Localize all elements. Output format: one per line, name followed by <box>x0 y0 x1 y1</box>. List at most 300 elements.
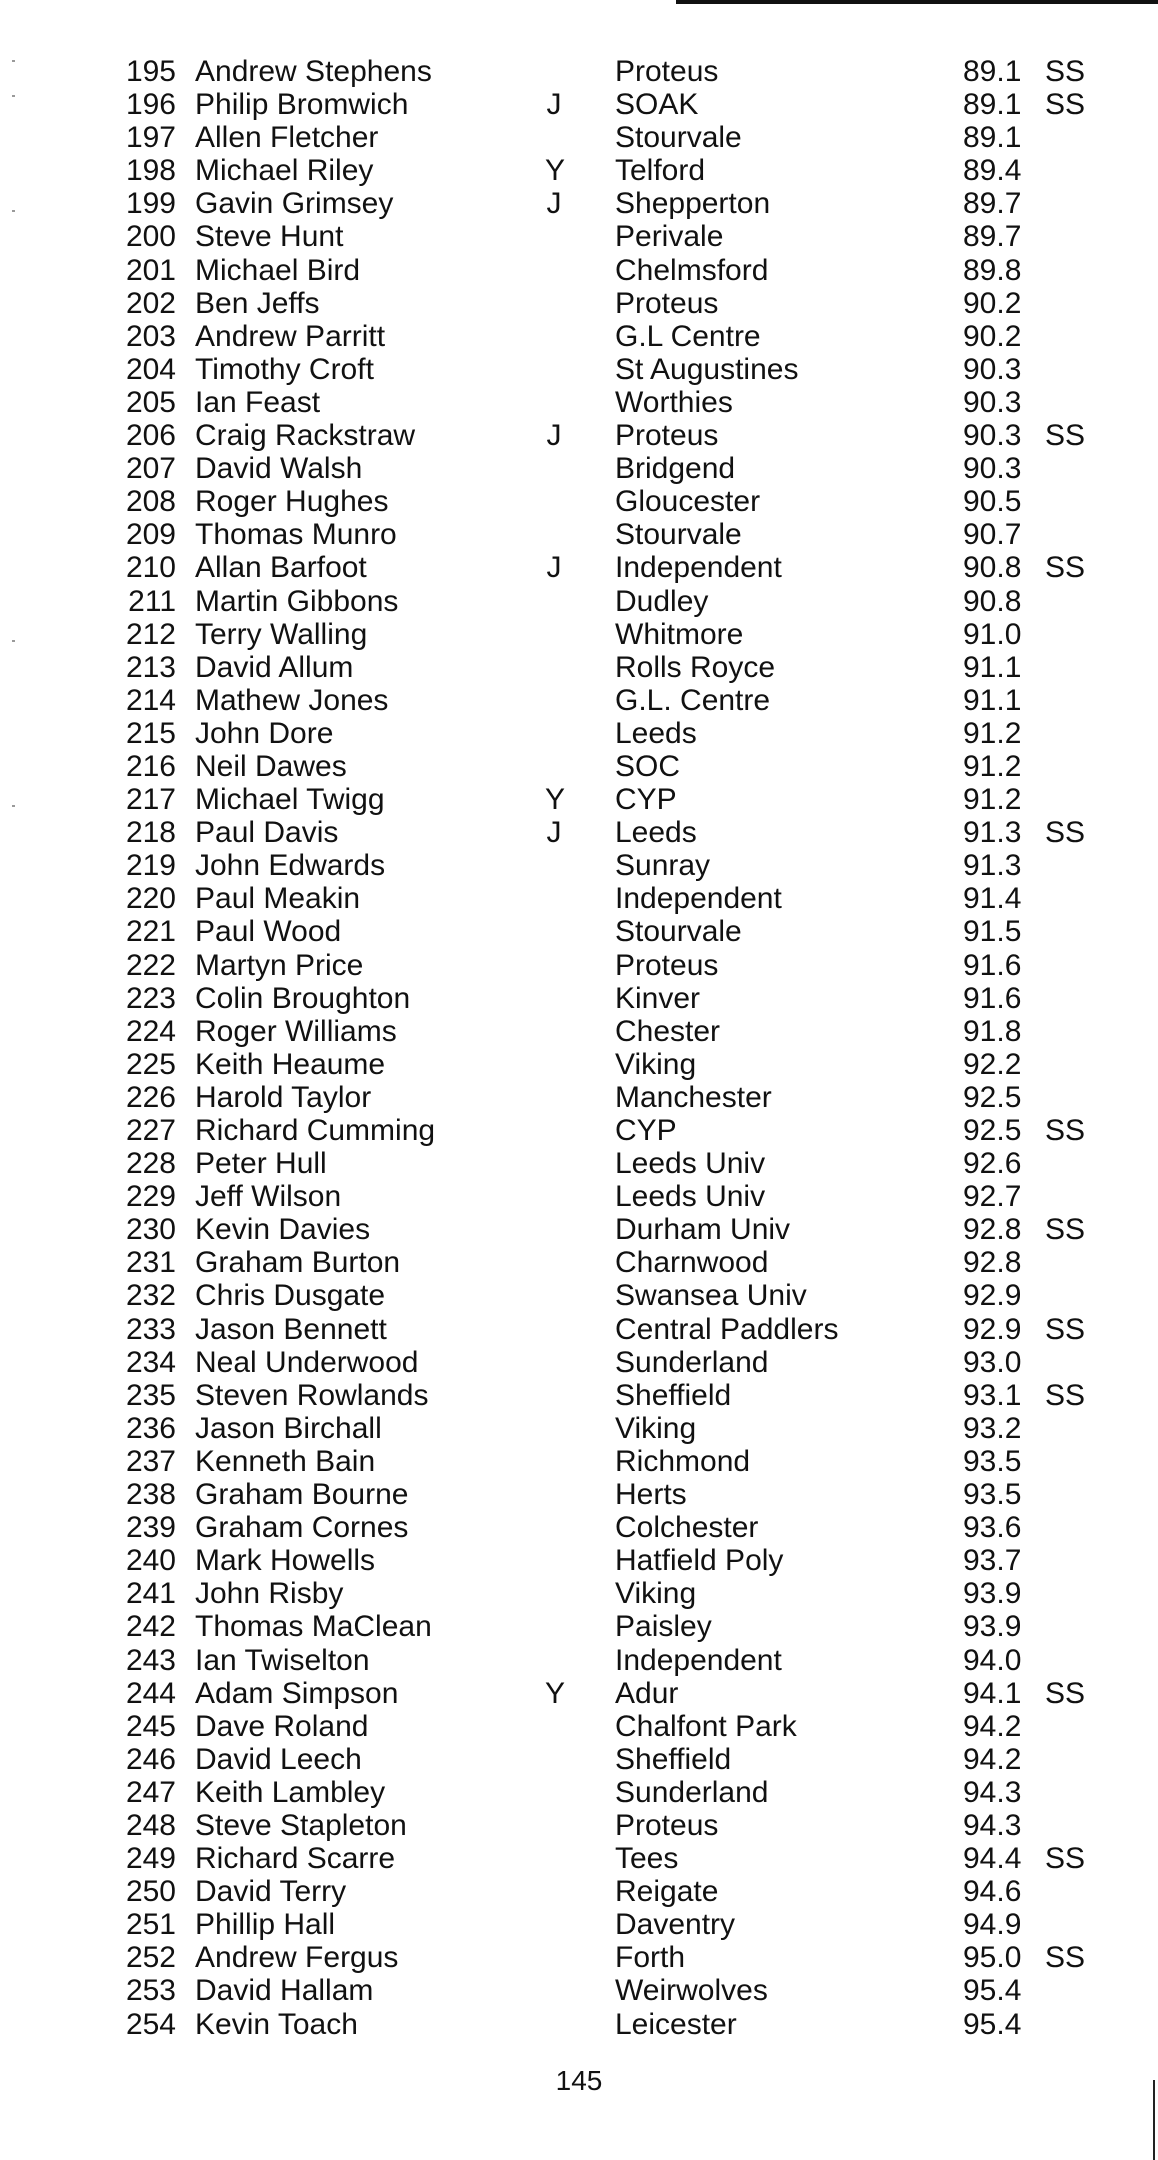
position-number: 248 <box>125 1808 176 1842</box>
time-value: 91.4 <box>963 882 1022 916</box>
result-row <box>0 949 1158 982</box>
competitor-name: Gavin Grimsey <box>195 187 394 221</box>
class-code: Y <box>545 783 566 817</box>
competitor-name: Graham Cornes <box>195 1511 409 1545</box>
time-value: 93.9 <box>963 1610 1022 1644</box>
club-name: Viking <box>615 1047 697 1081</box>
result-row <box>0 1544 1158 1577</box>
result-row <box>0 1974 1158 2007</box>
note-code: SS <box>1045 419 1086 453</box>
club-name: Forth <box>615 1941 686 1975</box>
position-number: 206 <box>125 419 176 453</box>
position-number: 195 <box>125 55 176 88</box>
class-code: J <box>546 816 562 850</box>
time-value: 94.3 <box>963 1775 1022 1809</box>
club-name: Sunderland <box>615 1775 769 1809</box>
club-name: Independent <box>615 882 782 916</box>
club-name: Leeds <box>615 716 697 750</box>
time-value: 94.1 <box>963 1676 1022 1710</box>
club-name: Hatfield Poly <box>615 1544 784 1578</box>
club-name: Stourvale <box>615 121 742 155</box>
time-value: 89.7 <box>963 187 1022 221</box>
competitor-name: Paul Wood <box>195 915 342 949</box>
time-value: 91.3 <box>963 849 1022 883</box>
time-value: 94.4 <box>963 1842 1022 1876</box>
club-name: Richmond <box>615 1444 751 1478</box>
position-number: 239 <box>125 1511 176 1545</box>
time-value: 90.8 <box>963 584 1022 618</box>
club-name: Dudley <box>615 584 709 618</box>
club-name: Central Paddlers <box>615 1312 839 1346</box>
time-value: 90.2 <box>963 286 1022 320</box>
time-value: 91.1 <box>963 683 1022 717</box>
time-value: 91.6 <box>963 948 1022 982</box>
result-row <box>0 1875 1158 1908</box>
competitor-name: John Edwards <box>195 849 386 883</box>
club-name: G.L. Centre <box>615 683 771 717</box>
time-value: 90.2 <box>963 319 1022 353</box>
position-number: 209 <box>125 518 176 552</box>
competitor-name: Mathew Jones <box>195 683 389 717</box>
time-value: 92.9 <box>963 1279 1022 1313</box>
position-number: 233 <box>125 1312 176 1346</box>
time-value: 94.2 <box>963 1742 1022 1776</box>
result-row <box>0 915 1158 948</box>
result-row <box>0 1379 1158 1412</box>
competitor-name: Richard Cumming <box>195 1114 436 1147</box>
time-value: 92.2 <box>963 1047 1022 1081</box>
position-number: 196 <box>125 88 176 122</box>
position-number: 253 <box>125 1974 176 2008</box>
competitor-name: Roger Hughes <box>195 485 389 519</box>
time-value: 93.9 <box>963 1577 1022 1611</box>
club-name: St Augustines <box>615 352 799 386</box>
competitor-name: Peter Hull <box>195 1147 327 1181</box>
competitor-name: Paul Davis <box>195 816 339 850</box>
result-row <box>0 1908 1158 1941</box>
competitor-name: Terry Walling <box>195 617 368 651</box>
competitor-name: Timothy Croft <box>195 352 374 386</box>
result-row <box>0 121 1158 154</box>
time-value: 92.9 <box>963 1312 1022 1346</box>
position-number: 232 <box>125 1279 176 1313</box>
result-row <box>0 254 1158 287</box>
position-number: 201 <box>125 253 176 287</box>
result-row <box>0 1313 1158 1346</box>
note-code: SS <box>1045 816 1086 850</box>
competitor-name: Andrew Fergus <box>195 1941 399 1975</box>
position-number: 215 <box>125 716 176 750</box>
club-name: SOC <box>615 749 681 783</box>
class-code: Y <box>545 154 566 188</box>
time-value: 91.2 <box>963 783 1022 817</box>
position-number: 207 <box>125 452 176 486</box>
result-row <box>0 220 1158 253</box>
club-name: Charnwood <box>615 1246 769 1280</box>
result-row <box>0 1743 1158 1776</box>
competitor-name: Mark Howells <box>195 1544 376 1578</box>
result-row <box>0 882 1158 915</box>
position-number: 198 <box>125 154 176 188</box>
result-row <box>0 1776 1158 1809</box>
result-row <box>0 1114 1158 1147</box>
result-row <box>0 2008 1158 2041</box>
time-value: 92.5 <box>963 1114 1022 1147</box>
note-code: SS <box>1045 1114 1086 1147</box>
time-value: 90.3 <box>963 352 1022 386</box>
note-code: SS <box>1045 551 1086 585</box>
position-number: 210 <box>125 551 176 585</box>
club-name: Daventry <box>615 1908 736 1942</box>
position-number: 252 <box>125 1941 176 1975</box>
time-value: 92.8 <box>963 1246 1022 1280</box>
time-value: 95.0 <box>963 1941 1022 1975</box>
result-row <box>0 1213 1158 1246</box>
result-row <box>0 419 1158 452</box>
position-number: 220 <box>125 882 176 916</box>
result-row <box>0 816 1158 849</box>
position-number: 241 <box>125 1577 176 1611</box>
note-code: SS <box>1045 1213 1086 1247</box>
time-value: 93.1 <box>963 1378 1022 1412</box>
time-value: 91.8 <box>963 1014 1022 1048</box>
club-name: Colchester <box>615 1511 759 1545</box>
club-name: Manchester <box>615 1080 772 1114</box>
position-number: 217 <box>125 783 176 817</box>
time-value: 90.8 <box>963 551 1022 585</box>
time-value: 94.9 <box>963 1908 1022 1942</box>
result-row <box>0 551 1158 584</box>
position-number: 216 <box>125 749 176 783</box>
club-name: Sheffield <box>615 1378 732 1412</box>
result-row <box>0 750 1158 783</box>
competitor-name: David Terry <box>195 1875 347 1909</box>
competitor-name: Allan Barfoot <box>195 551 367 585</box>
note-code: SS <box>1045 1312 1086 1346</box>
club-name: Chester <box>615 1014 721 1048</box>
result-row <box>0 1015 1158 1048</box>
time-value: 94.3 <box>963 1808 1022 1842</box>
position-number: 240 <box>125 1544 176 1578</box>
club-name: Telford <box>615 154 706 188</box>
position-number: 228 <box>125 1147 176 1181</box>
time-value: 90.3 <box>963 419 1022 453</box>
club-name: Weirwolves <box>615 1974 768 2008</box>
position-number: 246 <box>125 1742 176 1776</box>
result-row <box>0 1842 1158 1875</box>
result-row <box>0 485 1158 518</box>
result-row <box>0 1644 1158 1677</box>
competitor-name: Michael Twigg <box>195 783 385 817</box>
time-value: 89.8 <box>963 253 1022 287</box>
result-row <box>0 651 1158 684</box>
club-name: Reigate <box>615 1875 719 1909</box>
position-number: 235 <box>125 1378 176 1412</box>
club-name: SOAK <box>615 88 699 122</box>
club-name: Shepperton <box>615 187 771 221</box>
club-name: Proteus <box>615 1808 719 1842</box>
position-number: 197 <box>125 121 176 155</box>
top-rule <box>676 0 1158 4</box>
result-row <box>0 1445 1158 1478</box>
time-value: 93.5 <box>963 1444 1022 1478</box>
result-row <box>0 1478 1158 1511</box>
result-row <box>0 1677 1158 1710</box>
time-value: 90.3 <box>963 385 1022 419</box>
class-code: Y <box>545 1676 566 1710</box>
position-number: 247 <box>125 1775 176 1809</box>
competitor-name: Dave Roland <box>195 1709 369 1743</box>
position-number: 202 <box>125 286 176 320</box>
club-name: Stourvale <box>615 518 742 552</box>
competitor-name: Jason Birchall <box>195 1411 382 1445</box>
time-value: 91.6 <box>963 981 1022 1015</box>
result-row <box>0 717 1158 750</box>
competitor-name: Philip Bromwich <box>195 88 409 122</box>
club-name: Worthies <box>615 385 733 419</box>
result-row <box>0 88 1158 121</box>
competitor-name: Richard Scarre <box>195 1842 396 1876</box>
result-row <box>0 353 1158 386</box>
competitor-name: Michael Bird <box>195 253 361 287</box>
competitor-name: Harold Taylor <box>195 1080 372 1114</box>
note-code: SS <box>1045 88 1086 122</box>
position-number: 214 <box>125 683 176 717</box>
time-value: 89.7 <box>963 220 1022 254</box>
competitor-name: Colin Broughton <box>195 981 411 1015</box>
position-number: 211 <box>128 584 176 618</box>
club-name: Swansea Univ <box>615 1279 807 1313</box>
competitor-name: Keith Heaume <box>195 1047 386 1081</box>
result-row <box>0 154 1158 187</box>
result-row <box>0 585 1158 618</box>
competitor-name: Craig Rackstraw <box>195 419 416 453</box>
club-name: Bridgend <box>615 452 736 486</box>
time-value: 92.8 <box>963 1213 1022 1247</box>
result-row <box>0 386 1158 419</box>
results-list <box>0 55 1158 2041</box>
result-row <box>0 1180 1158 1213</box>
competitor-name: Neal Underwood <box>195 1345 419 1379</box>
result-row <box>0 187 1158 220</box>
club-name: Leeds <box>615 816 697 850</box>
position-number: 227 <box>125 1114 176 1147</box>
position-number: 250 <box>125 1875 176 1909</box>
competitor-name: John Risby <box>195 1577 344 1611</box>
club-name: Independent <box>615 1643 782 1677</box>
result-row <box>0 1246 1158 1279</box>
position-number: 219 <box>125 849 176 883</box>
competitor-name: Kevin Davies <box>195 1213 371 1247</box>
position-number: 245 <box>125 1709 176 1743</box>
club-name: Chalfont Park <box>615 1709 797 1743</box>
time-value: 92.7 <box>963 1180 1022 1214</box>
position-number: 242 <box>125 1610 176 1644</box>
time-value: 91.3 <box>963 816 1022 850</box>
competitor-name: Roger Williams <box>195 1014 397 1048</box>
result-row <box>0 982 1158 1015</box>
position-number: 208 <box>125 485 176 519</box>
time-value: 93.5 <box>963 1478 1022 1512</box>
competitor-name: Thomas MaClean <box>195 1610 432 1644</box>
position-number: 221 <box>125 915 176 949</box>
club-name: Sunray <box>615 849 711 883</box>
time-value: 93.0 <box>963 1345 1022 1379</box>
result-row <box>0 287 1158 320</box>
club-name: Tees <box>615 1842 679 1876</box>
club-name: Leicester <box>615 2007 737 2041</box>
result-row <box>0 618 1158 651</box>
competitor-name: David Hallam <box>195 1974 374 2008</box>
result-row <box>0 518 1158 551</box>
competitor-name: Kenneth Bain <box>195 1444 376 1478</box>
result-row <box>0 1610 1158 1643</box>
note-code: SS <box>1045 1378 1086 1412</box>
result-row <box>0 1511 1158 1544</box>
note-code: SS <box>1045 1941 1086 1975</box>
result-row <box>0 1412 1158 1445</box>
result-row <box>0 783 1158 816</box>
result-row <box>0 1346 1158 1379</box>
position-number: 223 <box>125 981 176 1015</box>
time-value: 94.0 <box>963 1643 1022 1677</box>
competitor-name: David Leech <box>195 1742 362 1776</box>
time-value: 89.4 <box>963 154 1022 188</box>
competitor-name: Steven Rowlands <box>195 1378 429 1412</box>
club-name: Viking <box>615 1411 697 1445</box>
time-value: 95.4 <box>963 2007 1022 2041</box>
class-code: J <box>546 419 562 453</box>
class-code: J <box>546 551 562 585</box>
result-row <box>0 684 1158 717</box>
club-name: G.L Centre <box>615 319 761 353</box>
competitor-name: Graham Burton <box>195 1246 401 1280</box>
position-number: 243 <box>125 1643 176 1677</box>
club-name: CYP <box>615 1114 677 1147</box>
club-name: Proteus <box>615 419 719 453</box>
competitor-name: Martyn Price <box>195 948 364 982</box>
result-row <box>0 1809 1158 1842</box>
page-edge-line <box>1153 2080 1155 2160</box>
club-name: Proteus <box>615 55 719 88</box>
result-row <box>0 1147 1158 1180</box>
competitor-name: Kevin Toach <box>195 2007 358 2041</box>
time-value: 91.2 <box>963 716 1022 750</box>
competitor-name: Martin Gibbons <box>195 584 399 618</box>
position-number: 200 <box>125 220 176 254</box>
note-code: SS <box>1045 1842 1086 1876</box>
position-number: 218 <box>125 816 176 850</box>
competitor-name: Steve Hunt <box>195 220 344 254</box>
club-name: Whitmore <box>615 617 744 651</box>
time-value: 91.0 <box>963 617 1022 651</box>
position-number: 236 <box>125 1411 176 1445</box>
competitor-name: Ian Twiselton <box>195 1643 370 1677</box>
club-name: Leeds Univ <box>615 1147 766 1181</box>
result-row <box>0 1577 1158 1610</box>
time-value: 90.7 <box>963 518 1022 552</box>
club-name: Paisley <box>615 1610 712 1644</box>
club-name: Sunderland <box>615 1345 769 1379</box>
competitor-name: Jeff Wilson <box>195 1180 342 1214</box>
competitor-name: Neil Dawes <box>195 749 347 783</box>
competitor-name: Michael Riley <box>195 154 374 188</box>
position-number: 222 <box>125 948 176 982</box>
position-number: 254 <box>125 2007 176 2041</box>
time-value: 90.3 <box>963 452 1022 486</box>
result-row <box>0 452 1158 485</box>
time-value: 93.2 <box>963 1411 1022 1445</box>
club-name: CYP <box>615 783 677 817</box>
club-name: Leeds Univ <box>615 1180 766 1214</box>
competitor-name: Andrew Parritt <box>195 319 386 353</box>
club-name: Proteus <box>615 286 719 320</box>
competitor-name: Adam Simpson <box>195 1676 399 1710</box>
club-name: Perivale <box>615 220 724 254</box>
position-number: 231 <box>125 1246 176 1280</box>
position-number: 203 <box>125 319 176 353</box>
position-number: 226 <box>125 1080 176 1114</box>
class-code: J <box>546 187 562 221</box>
result-row <box>0 320 1158 353</box>
time-value: 93.6 <box>963 1511 1022 1545</box>
position-number: 199 <box>125 187 176 221</box>
position-number: 234 <box>125 1345 176 1379</box>
competitor-name: Chris Dusgate <box>195 1279 386 1313</box>
result-row <box>0 1941 1158 1974</box>
competitor-name: Ben Jeffs <box>195 286 320 320</box>
time-value: 91.1 <box>963 650 1022 684</box>
club-name: Adur <box>615 1676 679 1710</box>
position-number: 244 <box>125 1676 176 1710</box>
time-value: 91.2 <box>963 749 1022 783</box>
competitor-name: Allen Fletcher <box>195 121 379 155</box>
club-name: Viking <box>615 1577 697 1611</box>
competitor-name: David Allum <box>195 650 354 684</box>
result-row <box>0 1048 1158 1081</box>
competitor-name: Thomas Munro <box>195 518 397 552</box>
competitor-name: Paul Meakin <box>195 882 361 916</box>
note-code: SS <box>1045 1676 1086 1710</box>
club-name: Chelmsford <box>615 253 769 287</box>
competitor-name: David Walsh <box>195 452 363 486</box>
result-row <box>0 849 1158 882</box>
position-number: 251 <box>125 1908 176 1942</box>
class-code: J <box>546 88 562 122</box>
position-number: 224 <box>125 1014 176 1048</box>
position-number: 237 <box>125 1444 176 1478</box>
position-number: 205 <box>125 385 176 419</box>
position-number: 230 <box>125 1213 176 1247</box>
club-name: Gloucester <box>615 485 761 519</box>
competitor-name: Ian Feast <box>195 385 321 419</box>
position-number: 238 <box>125 1478 176 1512</box>
competitor-name: Graham Bourne <box>195 1478 409 1512</box>
position-number: 249 <box>125 1842 176 1876</box>
club-name: Kinver <box>615 981 701 1015</box>
competitor-name: Steve Stapleton <box>195 1808 407 1842</box>
position-number: 213 <box>125 650 176 684</box>
note-code: SS <box>1045 55 1086 88</box>
time-value: 91.5 <box>963 915 1022 949</box>
result-row <box>0 55 1158 88</box>
competitor-name: Jason Bennett <box>195 1312 387 1346</box>
competitor-name: Andrew Stephens <box>195 55 432 88</box>
club-name: Herts <box>615 1478 687 1512</box>
time-value: 93.7 <box>963 1544 1022 1578</box>
club-name: Sheffield <box>615 1742 732 1776</box>
time-value: 89.1 <box>963 121 1022 155</box>
